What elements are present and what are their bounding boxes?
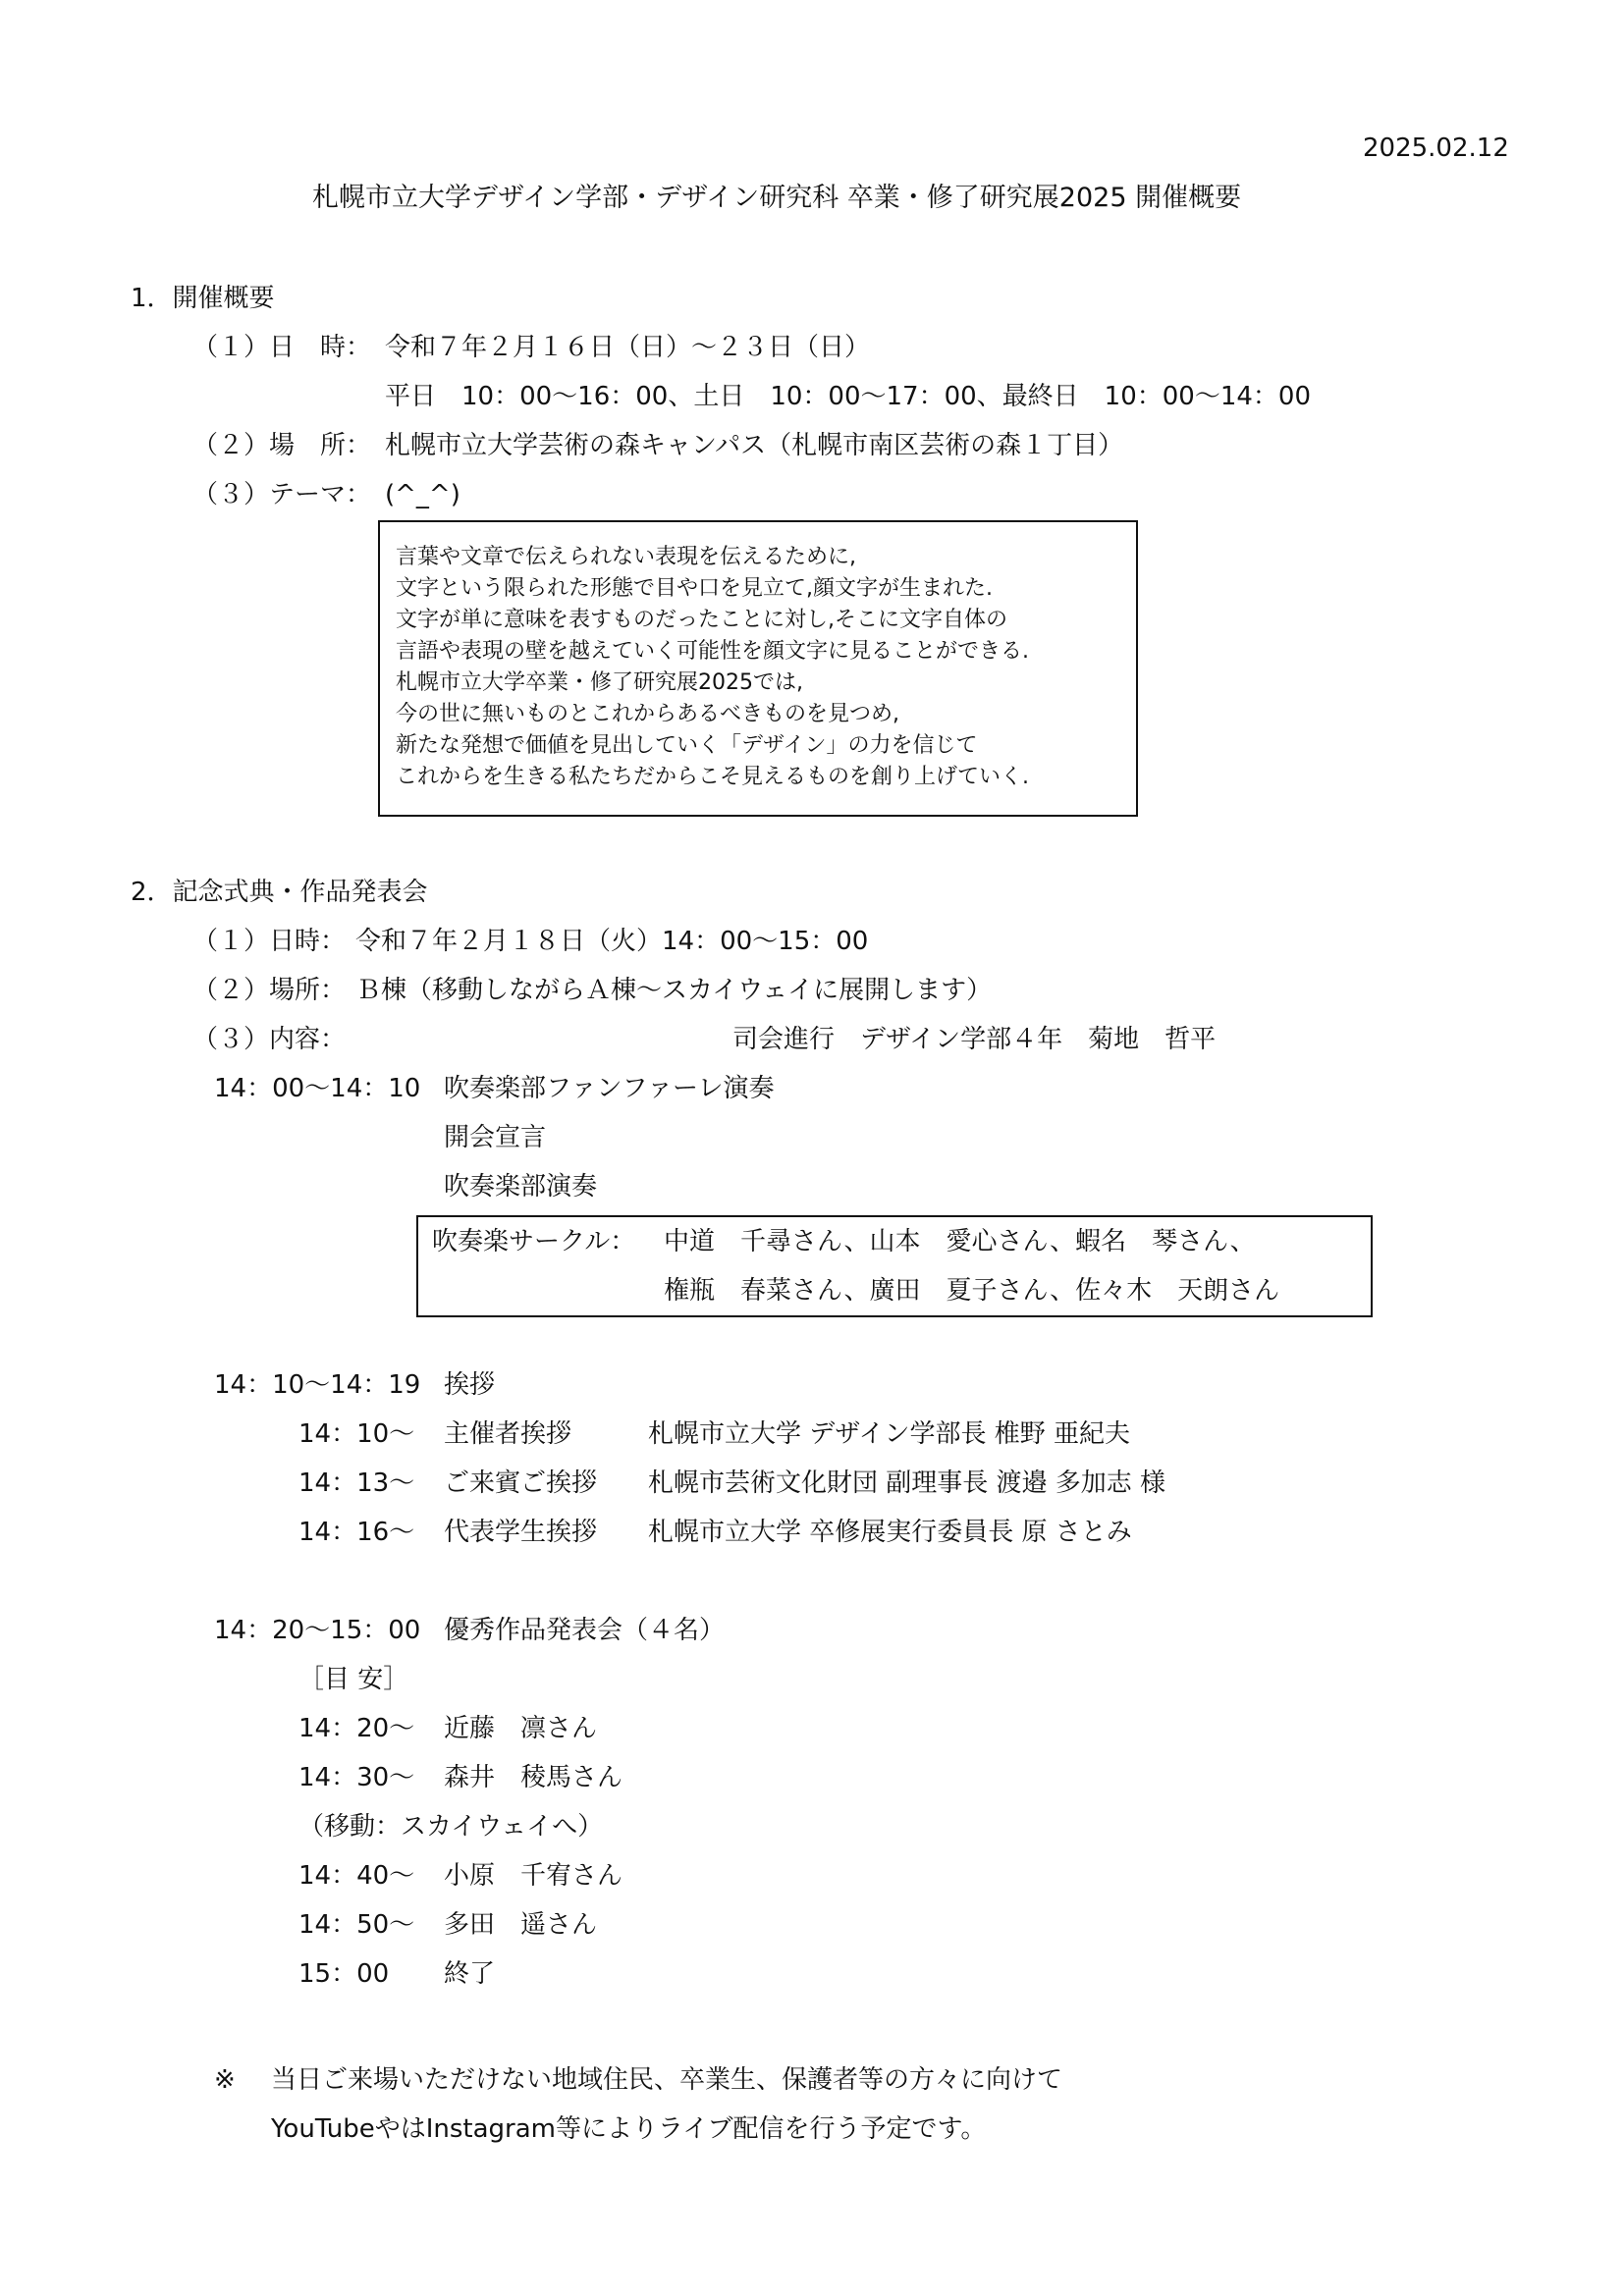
block3-time: 14：20～15：00 [214,1616,421,1645]
program-item: 吹奏楽部演奏 [444,1172,598,1201]
place-label: （２）場 所： [192,431,372,460]
theme-statement-box [378,520,1138,817]
ceremony-place-value: Ｂ棟（移動しながらＡ棟～スカイウェイに展開します） [355,976,993,1005]
document-title: 札幌市立大学デザイン学部・デザイン研究科 卒業・修了研究展2025 開催概要 [312,183,1242,213]
opening-hours: 平日 10：00～16：00、土日 10：00～17：00、最終日 10：00～14：00 [385,382,1312,411]
theme-line: これからを生きる私たちだからこそ見えるものを創り上げていく. [396,765,1029,789]
ceremony-datetime-label: （１）日時： [192,927,347,956]
presenter-name: 近藤 凛さん [444,1714,598,1743]
greeting-role: ご来賓ご挨拶 [444,1468,598,1498]
greeting-person: 札幌市立大学 卒修展実行委員長 原 さとみ [648,1518,1132,1547]
note-line: 当日ご来場いただけない地域住民、卒業生、保護者等の方々に向けて [271,2065,1063,2095]
program-item: 開会宣言 [444,1123,547,1152]
section1-heading: 1．開催概要 [131,284,275,313]
presentation-time: 14：40～ [298,1861,415,1891]
greeting-person: 札幌市芸術文化財団 副理事長 渡邉 多加志 様 [648,1468,1166,1498]
presentation-time: 14：50～ [298,1910,415,1940]
theme-line: 札幌市立大学卒業・修了研究展2025では, [396,670,803,695]
theme-line: 文字という限られた形態で目や口を見立て,顔文字が生まれた. [396,576,993,601]
circle-label: 吹奏楽サークル： [432,1227,636,1256]
presenter-name: 終了 [444,1959,496,1989]
dates-label: （１）日 時： [192,333,372,362]
section2-heading: 2．記念式典・作品発表会 [131,878,428,907]
theme-line: 文字が単に意味を表すものだったことに対し,そこに文字自体の [396,608,1007,632]
dates-value: 令和７年２月１６日（日）～２３日（日） [385,333,871,362]
presenter-name: 多田 遥さん [444,1910,598,1940]
guide-label: ［目 安］ [298,1665,409,1694]
presentation-time: 14：30～ [298,1763,415,1792]
ceremony-content-label: （３）内容： [192,1025,347,1054]
block2-title: 挨拶 [444,1370,496,1400]
circle-members-row: 権瓶 春菜さん、廣田 夏子さん、佐々木 天朗さん [664,1276,1280,1306]
theme-line: 言語や表現の壁を越えていく可能性を顔文字に見ることができる. [396,639,1029,664]
note-line: YouTubeやはInstagram等によりライブ配信を行う予定です。 [271,2114,987,2144]
ceremony-datetime-value: 令和７年２月１８日（火）14：00～15：00 [355,927,869,956]
circle-members-row: 中道 千尋さん、山本 愛心さん、蝦名 琴さん、 [664,1227,1256,1256]
presentation-time: 14：20～ [298,1714,415,1743]
presenter-name: 小原 千宥さん [444,1861,623,1891]
greeting-person: 札幌市立大学 デザイン学部長 椎野 亜紀夫 [648,1419,1130,1449]
block1-time: 14：00～14：10 [214,1074,421,1103]
theme-label: （３）テーマ： [192,480,372,509]
theme-line: 今の世に無いものとこれからあるべきものを見つめ, [396,702,899,726]
greeting-role: 主催者挨拶 [444,1419,572,1449]
circle-members-box [416,1215,1373,1317]
greeting-time: 14：10～ [298,1419,415,1449]
theme-value: (^_^) [385,480,460,509]
ceremony-place-label: （２）場所： [192,976,347,1005]
block3-title: 優秀作品発表会（４名） [444,1616,726,1645]
theme-statement [396,542,1029,793]
greeting-time: 14：13～ [298,1468,415,1498]
theme-line: 新たな発想で価値を見出していく「デザイン」の力を信じて [396,733,978,758]
presenter-name: 森井 稜馬さん [444,1763,623,1792]
greeting-time: 14：16～ [298,1518,415,1547]
master-of-ceremonies: 司会進行 デザイン学部４年 菊地 哲平 [732,1025,1217,1054]
program-item: 吹奏楽部ファンファーレ演奏 [444,1074,775,1103]
presentation-time: 15：00 [298,1959,390,1989]
theme-line: 言葉や文章で伝えられない表現を伝えるために, [396,545,856,569]
greeting-role: 代表学生挨拶 [444,1518,598,1547]
note-mark: ※ [214,2065,236,2095]
move-note: （移動：スカイウェイへ） [298,1812,604,1842]
document-date: 2025.02.12 [1363,133,1509,163]
place-value: 札幌市立大学芸術の森キャンパス（札幌市南区芸術の森１丁目） [385,431,1124,460]
block2-time: 14：10～14：19 [214,1370,421,1400]
